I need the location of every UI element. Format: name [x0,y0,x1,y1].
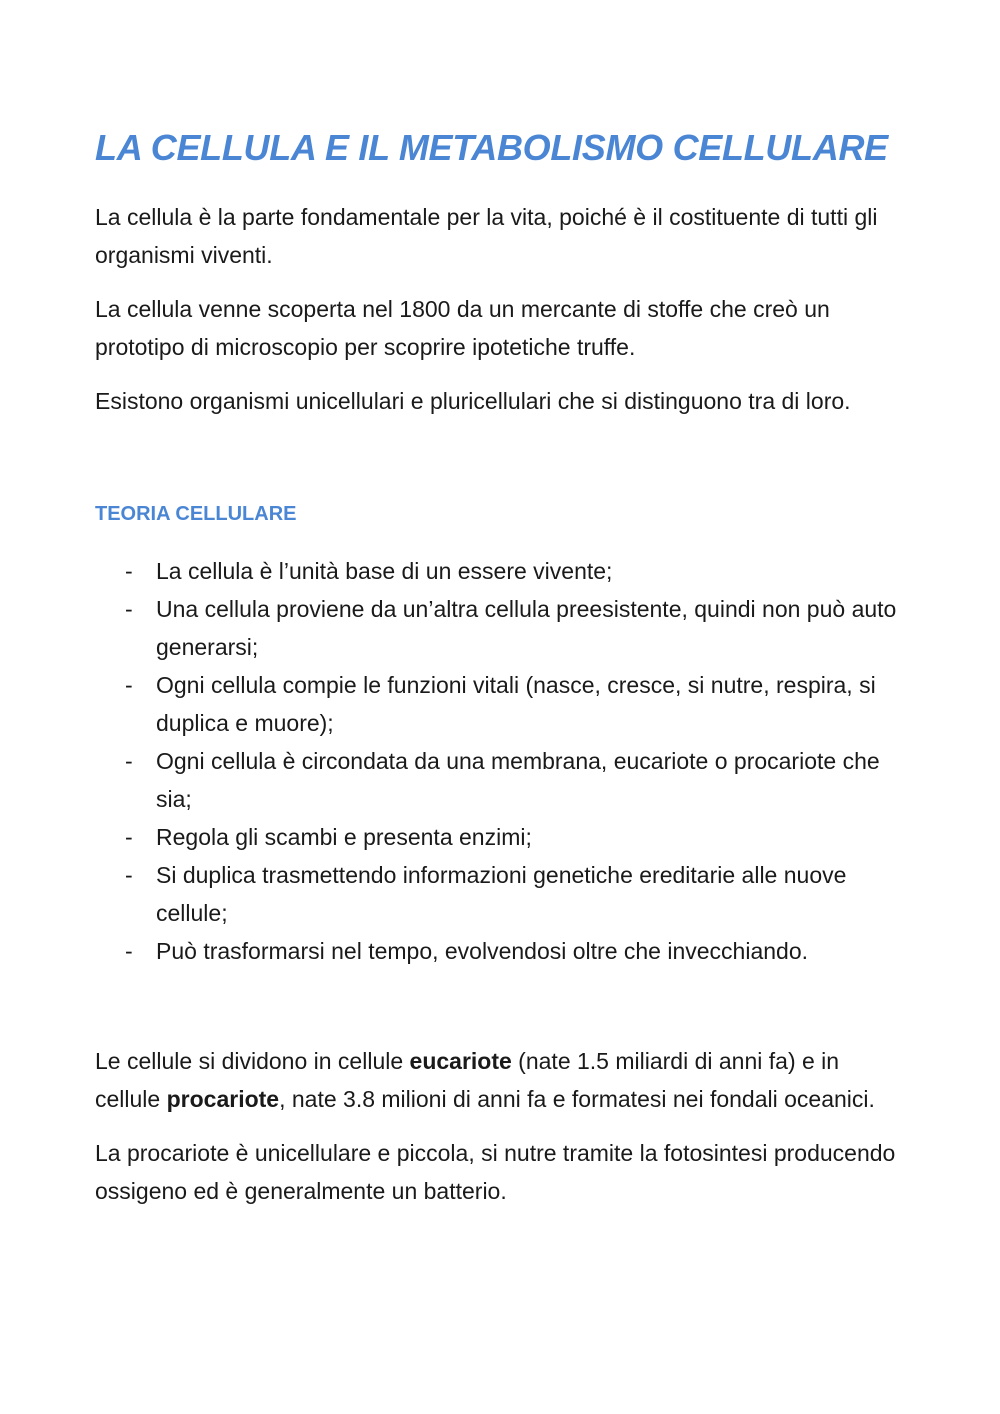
cell-types-paragraph [95,1042,910,1118]
list-item [95,590,910,666]
cell-types-text-1: Le cellule si dividono in cellule [95,1048,410,1074]
list-item [95,742,910,818]
closing-paragraph: La procariote è unicellulare e piccola, si nutre tramite la fotosintesi producendo ossigeno ed è generalmente un batterio. [95,1140,896,1204]
list-dash: - [125,748,133,774]
list-item-text: Si duplica trasmettendo informazioni genetiche ereditarie alle nuove cellule; [156,862,847,926]
list-item [95,818,910,856]
list-item [95,666,910,742]
term-eucariote: eucariote [409,1048,512,1074]
list-item-text: Può trasformarsi nel tempo, evolvendosi oltre che invecchiando. [156,938,809,964]
list-dash: - [125,672,133,698]
document-title: LA CELLULA E IL METABOLISMO CELLULARE [95,127,888,168]
list-item [95,932,910,970]
list-item-text: Ogni cellula compie le funzioni vitali (nasce, cresce, si nutre, respira, si duplica e muore); [156,672,876,736]
term-procariote: procariote [166,1086,280,1112]
list-dash: - [125,824,133,850]
section-heading-teoria-cellulare: TEORIA CELLULARE [95,503,297,525]
list-item-text: Regola gli scambi e presenta enzimi; [156,824,532,850]
cell-types-text-2: (nate 1.5 miliardi di anni fa) e in cellule [95,1048,840,1112]
list-item [95,552,910,590]
theory-list [95,552,910,970]
intro-paragraph-2: La cellula venne scoperta nel 1800 da un mercante di stoffe che creò un prototipo di microscopio per scoprire ipotetiche truffe. [95,296,830,360]
document-page [95,124,910,1210]
list-item-text: Ogni cellula è circondata da una membrana, eucariote o procariote che sia; [156,748,880,812]
list-dash: - [125,862,133,888]
intro-paragraph-3: Esistono organismi unicellulari e pluricellulari che si distinguono tra di loro. [95,388,851,414]
list-item [95,856,910,932]
intro-paragraph-1: La cellula è la parte fondamentale per la vita, poiché è il costituente di tutti gli organismi viventi. [95,204,878,268]
list-dash: - [125,558,133,584]
list-item-text: La cellula è l’unità base di un essere vivente; [156,558,613,584]
list-dash: - [125,938,133,964]
list-dash: - [125,596,133,622]
list-item-text: Una cellula proviene da un’altra cellula preesistente, quindi non può auto generarsi; [156,596,897,660]
cell-types-text-3: , nate 3.8 milioni di anni fa e formatesi nei fondali oceanici. [279,1086,875,1112]
